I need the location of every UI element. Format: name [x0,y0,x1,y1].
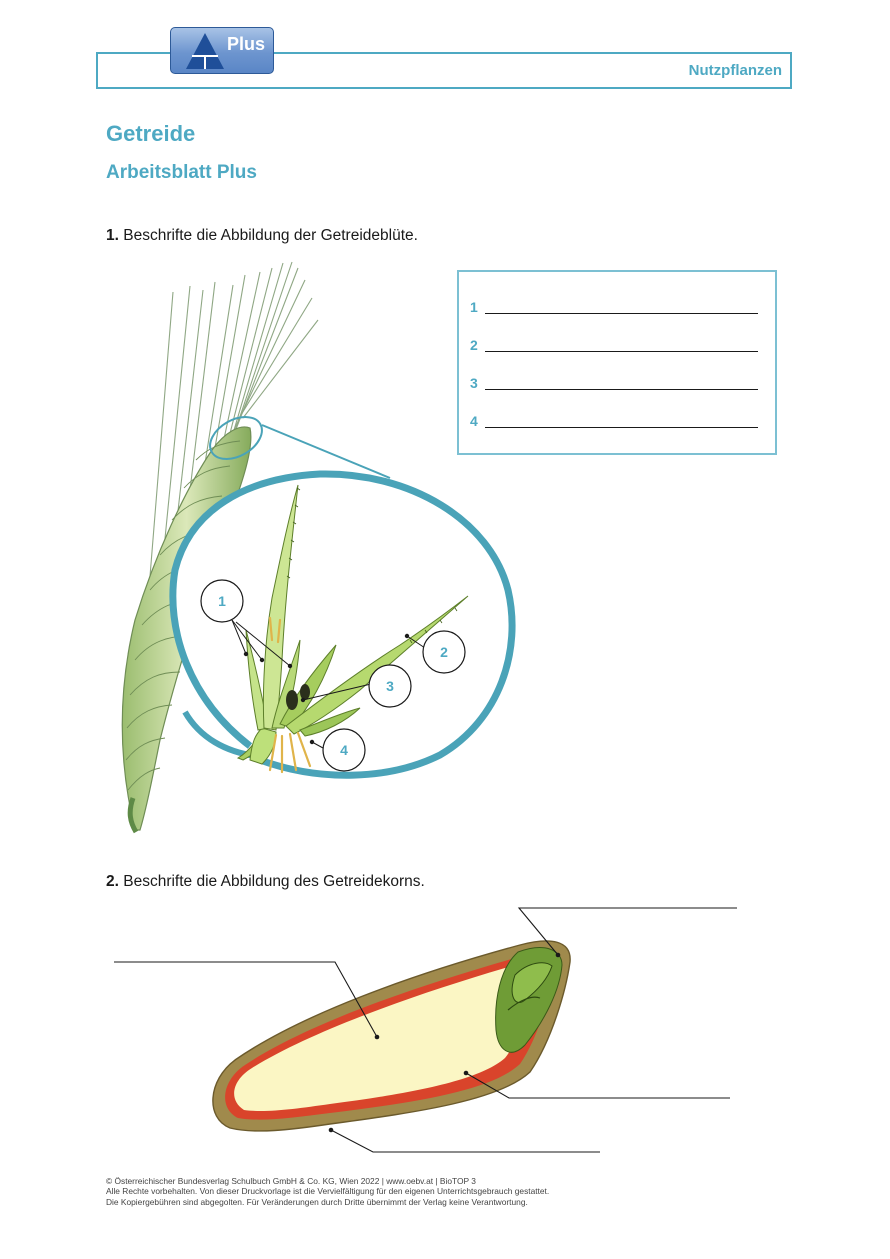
page-title: Getreide [106,121,196,146]
answer-number-1: 1 [470,299,478,315]
page-subtitle: Arbeitsblatt Plus [106,162,257,183]
callout-4 [323,729,365,771]
callout-3 [369,665,411,707]
callout-2-label: 2 [440,644,448,660]
answer-number-2: 2 [470,337,478,353]
footer-line-2: Alle Rechte vorbehalten. Von dieser Druckvorlage ist die Vervielfältigung für den eigenen Unterrichtsgebrauch gestattet. [106,1186,550,1197]
callout-2 [423,631,465,673]
task-1-text: Beschrifte die Abbildung der Getreideblüte. [123,227,418,244]
grain-illustration [213,941,570,1131]
callout-4-label: 4 [340,742,348,758]
logo-text: Plus [227,34,266,54]
footer-line-1: © Österreichischer Bundesverlag Schulbuch GmbH & Co. KG, Wien 2022 | www.oebv.at | BioTOP 3 [106,1176,476,1186]
task-1-number: 1. [106,227,119,244]
callout-3-label: 3 [386,678,394,694]
section-title: Nutzpflanzen [688,62,782,79]
footer-line-3: Die Kopiergebühren sind abgegolten. Für Veränderungen durch Dritte übernimmt der Verlag keine Verantwortung. [106,1196,528,1207]
task-2-instruction [106,873,425,891]
task-2-text: Beschrifte die Abbildung des Getreidekorns. [123,873,425,890]
task-2-number: 2. [106,873,119,890]
callout-1 [201,580,243,622]
answer-number-3: 3 [470,375,478,391]
footer [106,1176,549,1207]
callout-1-label: 1 [218,593,226,609]
answer-number-4: 4 [470,413,478,429]
